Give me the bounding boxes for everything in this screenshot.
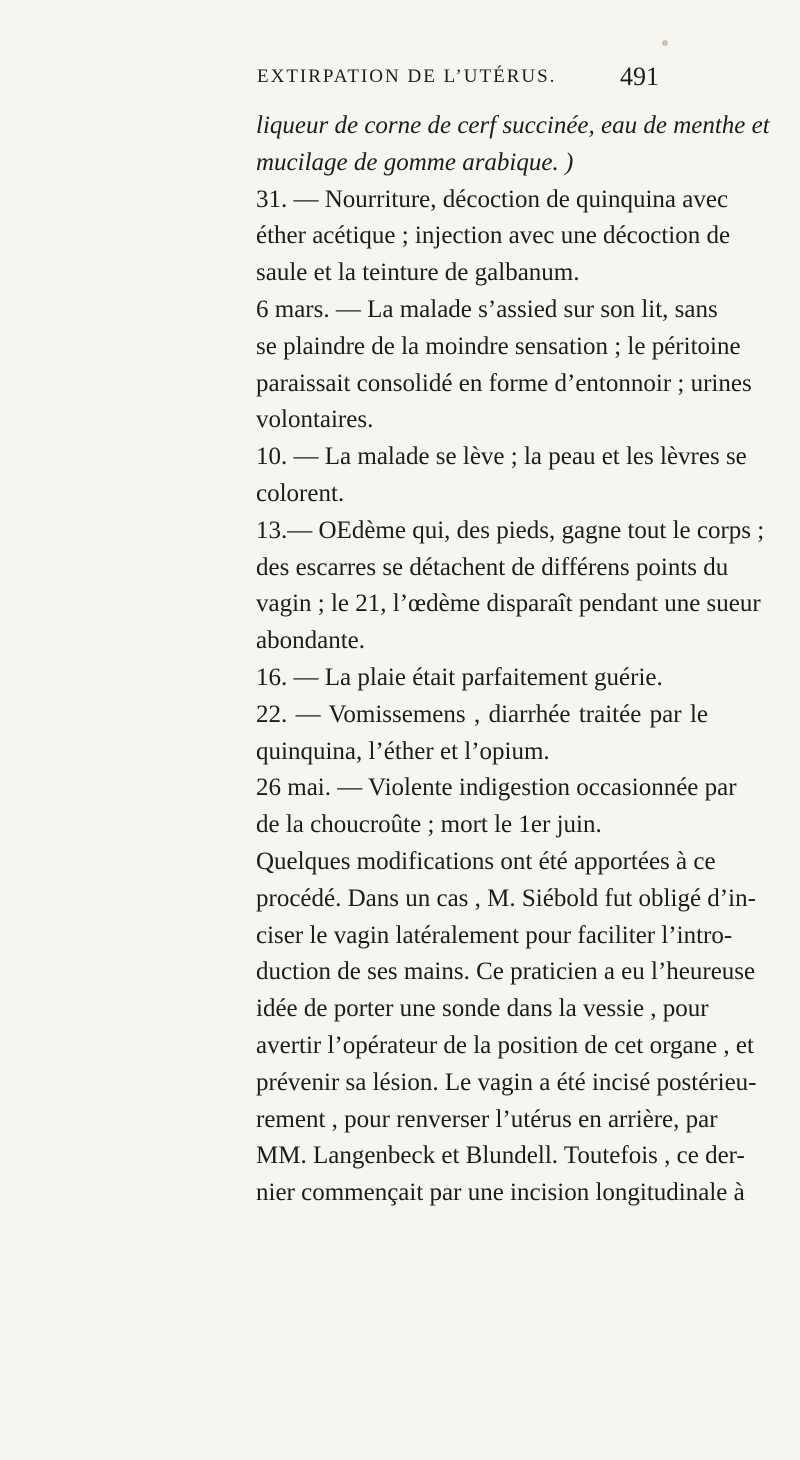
text-line: 6 mars. — La malade s’assied sur son lit, sans — [256, 295, 718, 323]
body-text — [256, 108, 770, 1212]
text-line: mucilage de gomme arabique. ) — [256, 148, 574, 176]
text-line: des escarres se détachent de différens points du — [256, 553, 729, 581]
text-line: 10. — La malade se lève ; la peau et les lèvres se — [256, 443, 747, 471]
text-line: vagin ; le 21, l’œdème disparaît pendant une sueur — [256, 590, 761, 618]
text-line: procédé. Dans un cas , M. Siébold fut obligé d’in- — [256, 884, 756, 912]
text-line: volontaires. — [256, 406, 374, 434]
text-line: rement , pour renverser l’utérus en arrière, par — [256, 1105, 718, 1133]
text-line: 16. — La plaie était parfaitement guérie. — [256, 663, 663, 691]
text-line: 13.— OEdème qui, des pieds, gagne tout le corps ; — [256, 516, 765, 544]
text-line: Quelques modifications ont été apportées à ce — [256, 847, 716, 875]
text-line: nier commençait par une incision longitudinale à — [256, 1179, 745, 1207]
running-title: EXTIRPATION DE L’UTÉRUS. — [257, 66, 557, 87]
text-line: avertir l’opérateur de la position de cet organe , et — [256, 1031, 754, 1059]
text-line: 22. — Vomissemens , diarrhée traitée par le — [256, 700, 708, 728]
text-line: colorent. — [256, 479, 345, 507]
text-line: MM. Langenbeck et Blundell. Toutefois , ce der- — [256, 1142, 745, 1170]
text-line: prévenir sa lésion. Le vagin a été incisé postérieu- — [256, 1068, 757, 1096]
text-line: paraissait consolidé en forme d’entonnoir ; urines — [256, 369, 752, 397]
text-line: quinquina, l’éther et l’opium. — [256, 737, 550, 765]
text-line: ciser le vagin latéralement pour faciliter l’intro- — [256, 921, 733, 949]
text-line: 31. — Nourriture, décoction de quinquina avec — [256, 185, 729, 213]
page-header — [257, 62, 659, 98]
text-line: 26 mai. — Violente indigestion occasionnée par — [256, 774, 737, 802]
paper-stain — [662, 40, 668, 46]
text-line: idée de porter une sonde dans la vessie , pour — [256, 995, 709, 1023]
text-line: saule et la teinture de galbanum. — [256, 259, 580, 287]
text-line: de la choucroûte ; mort le 1er juin. — [256, 811, 602, 839]
text-line: se plaindre de la moindre sensation ; le péritoine — [256, 332, 741, 360]
text-line: duction de ses mains. Ce praticien a eu l’heureuse — [256, 958, 756, 986]
text-line: liqueur de corne de cerf succinée, eau de menthe et — [256, 112, 770, 139]
text-line: abondante. — [256, 627, 365, 655]
text-line: éther acétique ; injection avec une décoction de — [256, 222, 731, 250]
page-number: 491 — [620, 62, 659, 91]
